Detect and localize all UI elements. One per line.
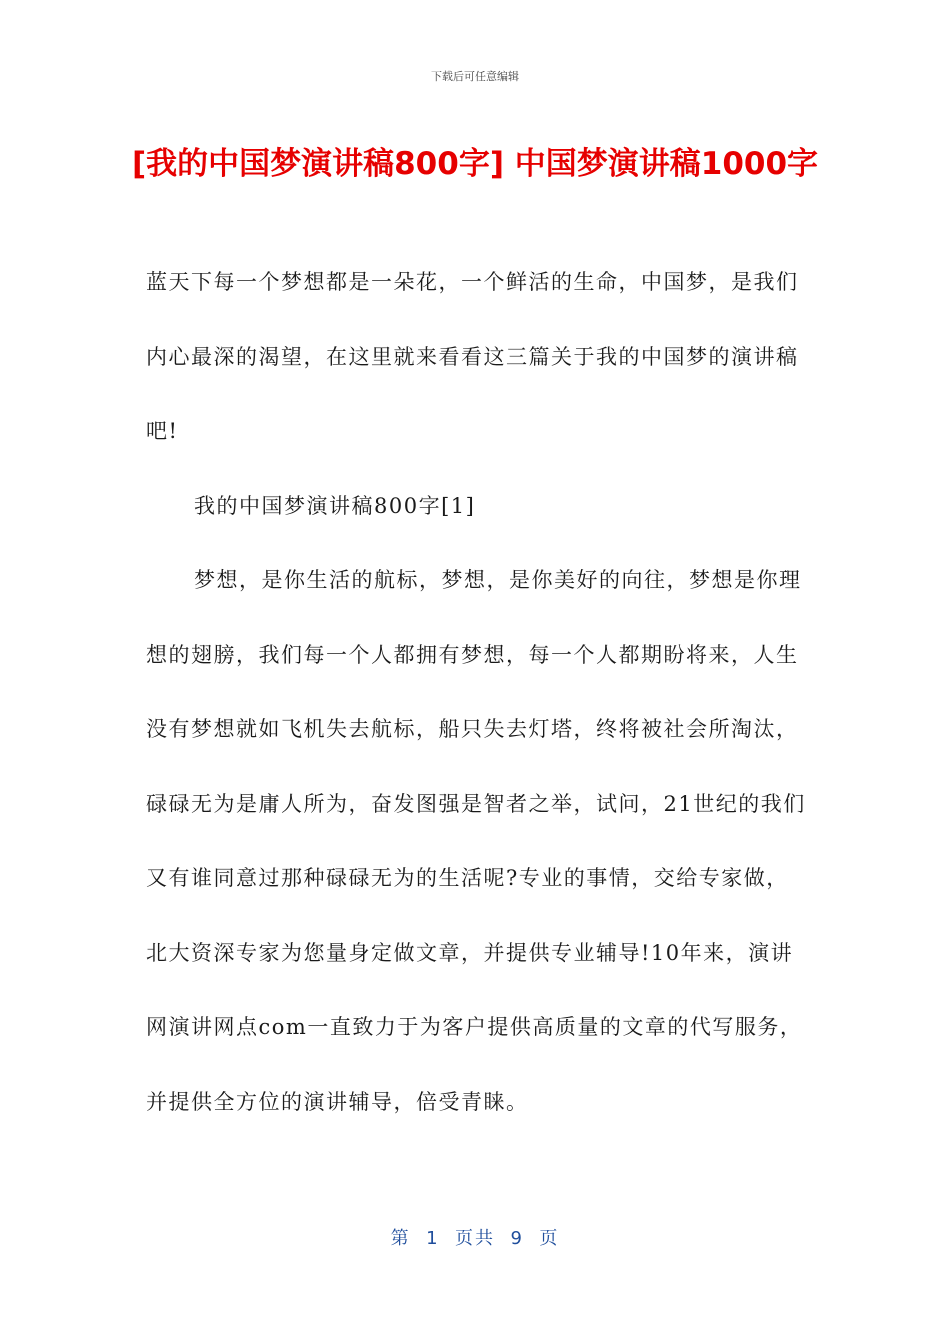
page-footer [0, 1224, 950, 1250]
document-body [146, 245, 806, 1139]
body-paragraph: 梦想，是你生活的航标，梦想，是你美好的向往，梦想是你理想的翅膀，我们每一个人都拥有梦想，每一个人都期盼将来，人生没有梦想就如飞机失去航标，船只失去灯塔，终将被社会所淘汰，碌碌无为是庸人所为，奋发图强是智者之举，试问，21世纪的我们又有谁同意过那种碌碌无为的生活呢?专业的事情，交给专家做，北大资深专家为您量身定做文章，并提供专业辅导!10年来，演讲网演讲网点com一直致力于为客户提供高质量的文章的代写服务，并提供全方位的演讲辅导，倍受青睐。 [146, 568, 806, 1114]
page-number-label: 第 1 页共 9 页 [390, 1228, 560, 1249]
document-title: [我的中国梦演讲稿800字] 中国梦演讲稿1000字 [131, 146, 819, 182]
page-header-note: 下载后可任意编辑 [431, 70, 519, 83]
intro-paragraph: 蓝天下每一个梦想都是一朵花，一个鲜活的生命，中国梦，是我们内心最深的渴望，在这里就来看看这三篇关于我的中国梦的演讲稿吧! [146, 270, 799, 443]
section-heading: 我的中国梦演讲稿800字[1] [194, 493, 476, 518]
